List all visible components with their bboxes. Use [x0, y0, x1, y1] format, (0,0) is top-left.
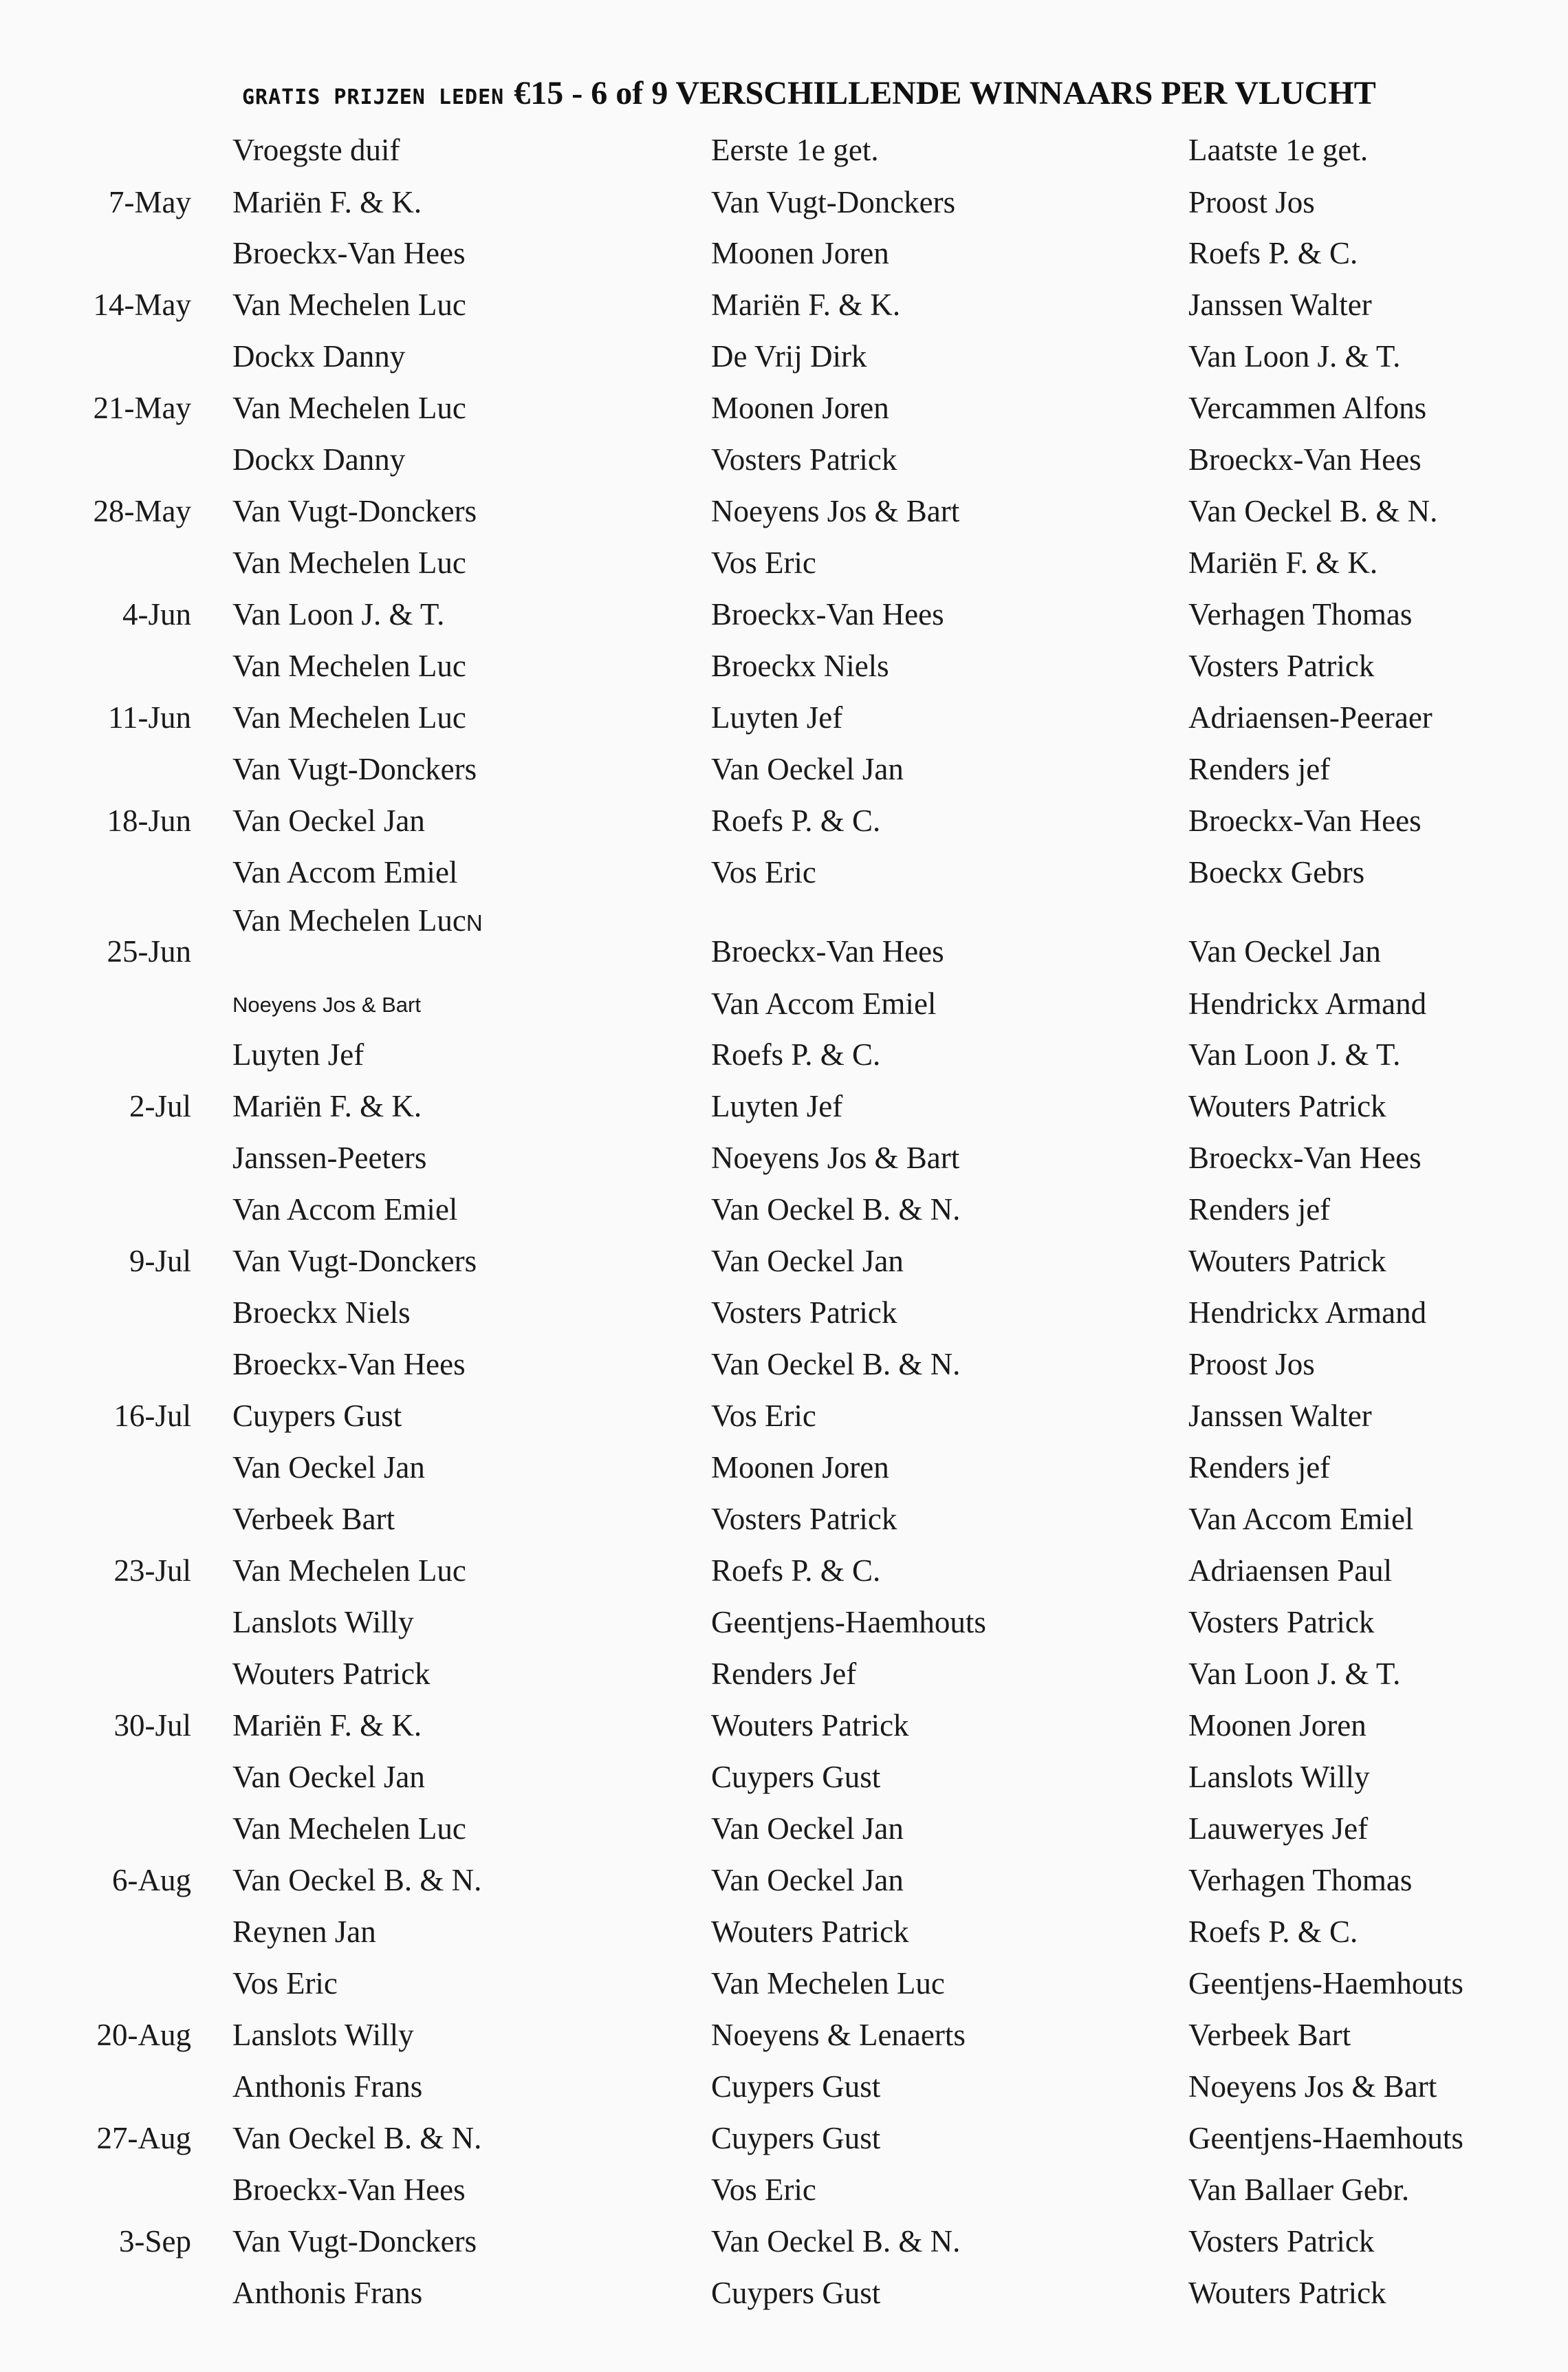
- winner-eerste-1e-get: Broeckx-Van Hees: [711, 934, 944, 969]
- flight-date: 2-Jul: [129, 1089, 191, 1123]
- winner-vroegste-duif: Van Oeckel B. & N.: [232, 1863, 482, 1897]
- winner-laatste-1e-get: Lauweryes Jef: [1188, 1811, 1369, 1846]
- winner-eerste-1e-get: Vosters Patrick: [711, 1502, 897, 1536]
- winner-eerste-1e-get: Van Mechelen Luc: [711, 1966, 945, 2001]
- winner-laatste-1e-get: Van Loon J. & T.: [1188, 1657, 1401, 1691]
- winner-vroegste-duif: Van Loon J. & T.: [232, 597, 445, 632]
- flight-date: 21-May: [93, 391, 191, 425]
- winner-laatste-1e-get: Broeckx-Van Hees: [1188, 1141, 1422, 1175]
- column-header-laatste-1e-get: Laatste 1e get.: [1188, 133, 1369, 167]
- winner-vroegste-duif: Van Accom Emiel: [232, 855, 458, 889]
- winner-eerste-1e-get: Noeyens & Lenaerts: [711, 2018, 966, 2052]
- winner-eerste-1e-get: Wouters Patrick: [711, 1708, 909, 1743]
- winner-eerste-1e-get: Van Oeckel Jan: [711, 1863, 904, 1897]
- winner-laatste-1e-get: Mariën F. & K.: [1188, 546, 1378, 580]
- flight-date: 28-May: [93, 494, 191, 528]
- winner-laatste-1e-get: Van Loon J. & T.: [1188, 1037, 1401, 1072]
- winner-laatste-1e-get: Broeckx-Van Hees: [1188, 442, 1422, 477]
- flight-date: 4-Jun: [122, 597, 191, 632]
- winner-eerste-1e-get: Vosters Patrick: [711, 1295, 897, 1330]
- winner-laatste-1e-get: Moonen Joren: [1188, 1708, 1366, 1743]
- winner-vroegste-duif: Mariën F. & K.: [232, 1708, 422, 1743]
- winner-eerste-1e-get: Cuypers Gust: [711, 1760, 881, 1794]
- winner-eerste-1e-get: Van Oeckel B. & N.: [711, 1192, 961, 1227]
- winner-eerste-1e-get: Broeckx Niels: [711, 649, 889, 683]
- winner-vroegste-duif: Broeckx-Van Hees: [232, 236, 466, 270]
- winner-vroegste-duif: Dockx Danny: [232, 339, 406, 374]
- winner-laatste-1e-get: Geentjens-Haemhouts: [1188, 2121, 1463, 2155]
- winner-eerste-1e-get: Roefs P. & C.: [711, 1553, 881, 1588]
- winner-vroegste-duif: Noeyens Jos & Bart: [232, 993, 421, 1017]
- winner-vroegste-duif: Van Mechelen Luc: [232, 700, 466, 735]
- flight-date: 25-Jun: [107, 934, 191, 969]
- winner-laatste-1e-get: Wouters Patrick: [1188, 2276, 1386, 2310]
- winner-laatste-1e-get: Hendrickx Armand: [1188, 1295, 1427, 1330]
- winner-eerste-1e-get: Moonen Joren: [711, 391, 889, 425]
- winner-eerste-1e-get: Noeyens Jos & Bart: [711, 1141, 960, 1175]
- winner-eerste-1e-get: Vos Eric: [711, 1399, 816, 1433]
- winner-eerste-1e-get: Roefs P. & C.: [711, 804, 881, 838]
- winner-eerste-1e-get: Vos Eric: [711, 855, 816, 889]
- winner-eerste-1e-get: Cuypers Gust: [711, 2121, 881, 2155]
- winner-laatste-1e-get: Van Ballaer Gebr.: [1188, 2172, 1410, 2207]
- winner-vroegste-duif: Van Mechelen Luc: [232, 1553, 466, 1588]
- winner-vroegste-duif: Anthonis Frans: [232, 2069, 423, 2104]
- winner-vroegste-duif: Anthonis Frans: [232, 2276, 423, 2310]
- winner-vroegste-duif: Cuypers Gust: [232, 1399, 402, 1433]
- winner-name-suffix: N: [466, 910, 483, 936]
- winner-vroegste-duif: Mariën F. & K.: [232, 1089, 422, 1123]
- winner-vroegste-duif: Van Mechelen Luc: [232, 546, 466, 580]
- winner-vroegste-duif: Van Oeckel Jan: [232, 1760, 425, 1794]
- winner-eerste-1e-get: Moonen Joren: [711, 1450, 889, 1485]
- flight-date: 6-Aug: [112, 1863, 191, 1897]
- winner-vroegste-duif: Broeckx-Van Hees: [232, 2172, 466, 2207]
- winner-eerste-1e-get: Van Vugt-Donckers: [711, 185, 956, 219]
- winner-vroegste-duif: Van Oeckel B. & N.: [232, 2121, 482, 2155]
- winner-eerste-1e-get: Cuypers Gust: [711, 2069, 881, 2104]
- winner-vroegste-duif: Van Oeckel Jan: [232, 1450, 425, 1485]
- winner-laatste-1e-get: Renders jef: [1188, 1192, 1331, 1227]
- winner-laatste-1e-get: Verhagen Thomas: [1188, 1863, 1413, 1897]
- winner-vroegste-duif: Van Mechelen Luc: [232, 288, 466, 322]
- winner-eerste-1e-get: Geentjens-Haemhouts: [711, 1605, 986, 1639]
- winner-eerste-1e-get: Van Oeckel Jan: [711, 1244, 904, 1278]
- winner-laatste-1e-get: Verbeek Bart: [1188, 2018, 1351, 2052]
- winner-laatste-1e-get: Roefs P. & C.: [1188, 236, 1358, 270]
- winner-laatste-1e-get: Vosters Patrick: [1188, 649, 1375, 683]
- winner-vroegste-duif: Lanslots Willy: [232, 2018, 414, 2052]
- winner-vroegste-duif: Reynen Jan: [232, 1915, 376, 1949]
- winner-laatste-1e-get: Wouters Patrick: [1188, 1089, 1386, 1123]
- winner-laatste-1e-get: Renders jef: [1188, 752, 1331, 786]
- winner-laatste-1e-get: Boeckx Gebrs: [1188, 855, 1365, 889]
- winner-eerste-1e-get: Van Oeckel Jan: [711, 752, 904, 786]
- winner-laatste-1e-get: Hendrickx Armand: [1188, 986, 1427, 1021]
- winner-laatste-1e-get: Vosters Patrick: [1188, 1605, 1375, 1639]
- winner-laatste-1e-get: Proost Jos: [1188, 1347, 1315, 1381]
- winner-laatste-1e-get: Van Accom Emiel: [1188, 1502, 1414, 1536]
- winner-eerste-1e-get: Vos Eric: [711, 2172, 816, 2207]
- winner-eerste-1e-get: Luyten Jef: [711, 1089, 843, 1123]
- flight-date: 27-Aug: [96, 2121, 191, 2155]
- winner-laatste-1e-get: Vercammen Alfons: [1188, 391, 1427, 425]
- flight-date: 20-Aug: [96, 2018, 191, 2052]
- winner-laatste-1e-get: Adriaensen Paul: [1188, 1553, 1393, 1588]
- winner-vroegste-duif: Dockx Danny: [232, 442, 406, 477]
- winner-laatste-1e-get: Roefs P. & C.: [1188, 1915, 1358, 1949]
- winner-vroegste-duif: Wouters Patrick: [232, 1657, 431, 1691]
- winner-eerste-1e-get: Broeckx-Van Hees: [711, 597, 944, 632]
- column-header-eerste-1e-get: Eerste 1e get.: [711, 133, 879, 167]
- winner-vroegste-duif: Luyten Jef: [232, 1037, 364, 1072]
- page-title: [242, 74, 1376, 112]
- winner-laatste-1e-get: Geentjens-Haemhouts: [1188, 1966, 1463, 2001]
- winner-laatste-1e-get: Renders jef: [1188, 1450, 1331, 1485]
- winner-laatste-1e-get: Van Oeckel B. & N.: [1188, 494, 1438, 528]
- winner-eerste-1e-get: Van Oeckel B. & N.: [711, 2224, 961, 2258]
- winner-laatste-1e-get: Noeyens Jos & Bart: [1188, 2069, 1437, 2104]
- winner-eerste-1e-get: De Vrij Dirk: [711, 339, 867, 374]
- winner-eerste-1e-get: Renders Jef: [711, 1657, 857, 1691]
- winner-eerste-1e-get: Moonen Joren: [711, 236, 889, 270]
- flight-date: 7-May: [109, 185, 191, 219]
- flight-date: 11-Jun: [108, 700, 191, 735]
- winner-laatste-1e-get: Janssen Walter: [1188, 288, 1372, 322]
- winner-eerste-1e-get: Vos Eric: [711, 546, 816, 580]
- winner-laatste-1e-get: Janssen Walter: [1188, 1399, 1372, 1433]
- winner-vroegste-duif: Van Mechelen Luc: [232, 649, 466, 683]
- winner-laatste-1e-get: Van Oeckel Jan: [1188, 934, 1381, 969]
- winner-vroegste-duif: Van Accom Emiel: [232, 1192, 458, 1227]
- flight-date: 23-Jul: [113, 1553, 191, 1588]
- winner-eerste-1e-get: Wouters Patrick: [711, 1915, 909, 1949]
- column-header-vroegste-duif: Vroegste duif: [232, 133, 400, 167]
- winner-laatste-1e-get: Proost Jos: [1188, 185, 1315, 219]
- winner-vroegste-duif: Broeckx-Van Hees: [232, 1347, 466, 1381]
- winner-vroegste-duif: Lanslots Willy: [232, 1605, 414, 1639]
- title-prefix: GRATIS PRIJZEN LEDEN: [242, 85, 505, 109]
- title-main: €15 - 6 of 9 VERSCHILLENDE WINNAARS PER VLUCHT: [514, 75, 1376, 111]
- winner-eerste-1e-get: Van Oeckel B. & N.: [711, 1347, 961, 1381]
- winner-laatste-1e-get: Van Loon J. & T.: [1188, 339, 1401, 374]
- winner-eerste-1e-get: Van Accom Emiel: [711, 986, 937, 1021]
- flight-date: 18-Jun: [107, 804, 191, 838]
- winner-eerste-1e-get: Vosters Patrick: [711, 442, 897, 477]
- winner-vroegste-duif: Van Mechelen Luc: [232, 391, 466, 425]
- winner-laatste-1e-get: Vosters Patrick: [1188, 2224, 1375, 2258]
- flight-date: 3-Sep: [119, 2224, 191, 2258]
- flight-date: 30-Jul: [113, 1708, 191, 1743]
- winner-vroegste-duif: Janssen-Peeters: [232, 1141, 427, 1175]
- flight-date: 9-Jul: [129, 1244, 191, 1278]
- winner-laatste-1e-get: Broeckx-Van Hees: [1188, 804, 1422, 838]
- winner-vroegste-duif: Van Vugt-Donckers: [232, 494, 477, 528]
- winner-laatste-1e-get: Lanslots Willy: [1188, 1760, 1370, 1794]
- winner-laatste-1e-get: Verhagen Thomas: [1188, 597, 1413, 632]
- winner-vroegste-duif: Vos Eric: [232, 1966, 338, 2001]
- winner-eerste-1e-get: Van Oeckel Jan: [711, 1811, 904, 1846]
- winner-name-text: Van Mechelen Luc: [232, 903, 466, 938]
- winner-vroegste-duif: [232, 905, 483, 936]
- winner-vroegste-duif: Van Vugt-Donckers: [232, 752, 477, 786]
- winner-vroegste-duif: Mariën F. & K.: [232, 185, 422, 219]
- winner-vroegste-duif: Van Mechelen Luc: [232, 1811, 466, 1846]
- winner-eerste-1e-get: Luyten Jef: [711, 700, 843, 735]
- flight-date: 14-May: [93, 288, 191, 322]
- winner-laatste-1e-get: Adriaensen-Peeraer: [1188, 700, 1433, 735]
- winner-laatste-1e-get: Wouters Patrick: [1188, 1244, 1386, 1278]
- winner-eerste-1e-get: Roefs P. & C.: [711, 1037, 881, 1072]
- flight-date: 16-Jul: [113, 1399, 191, 1433]
- winner-eerste-1e-get: Mariën F. & K.: [711, 288, 901, 322]
- winner-vroegste-duif: Van Oeckel Jan: [232, 804, 425, 838]
- winner-vroegste-duif: Van Vugt-Donckers: [232, 1244, 477, 1278]
- winner-vroegste-duif: Verbeek Bart: [232, 1502, 395, 1536]
- winner-vroegste-duif: Van Vugt-Donckers: [232, 2224, 477, 2258]
- winner-vroegste-duif: Broeckx Niels: [232, 1295, 411, 1330]
- winner-eerste-1e-get: Cuypers Gust: [711, 2276, 881, 2310]
- winner-eerste-1e-get: Noeyens Jos & Bart: [711, 494, 960, 528]
